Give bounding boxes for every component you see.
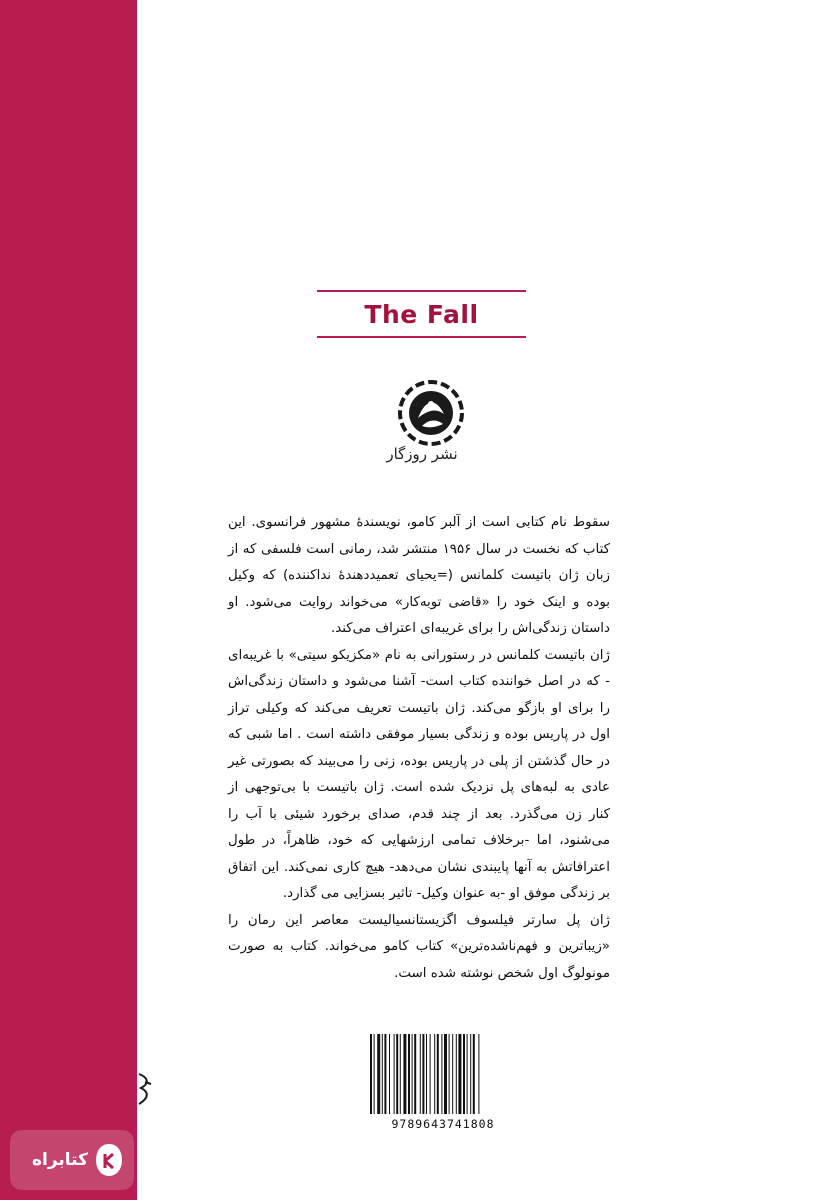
barcode-bar: [414, 1034, 416, 1114]
barcode-bar: [434, 1034, 435, 1114]
barcode-bar: [441, 1034, 442, 1114]
barcode-bar: [473, 1034, 475, 1114]
publisher-name: نشر روزگار: [386, 445, 458, 463]
publisher-logo-icon: [396, 378, 466, 448]
barcode-bar: [452, 1034, 453, 1114]
blurb-paragraph: سقوط نام کتابی است از آلبر کامو، نویسندهٔ مشهور فرانسوی. این کتاب که نخست در سال ۱۹۵۶ منتشر شد، رمانی است فلسفی که از زبان ژان باتیست کلمانس (=یحیای تعمیددهندهٔ نداکننده) که وکیل بوده و اینک خود را «قاضی توبه‌کار» می‌خواند روایت می‌شود. او داستان زندگی‌اش را برای غریبه‌ای اعتراف می‌کند.: [228, 515, 610, 636]
designer-signature-icon: [133, 1070, 155, 1110]
watermark: [10, 1130, 134, 1190]
ketabrah-logo-icon: [94, 1142, 124, 1178]
barcode-bar: [422, 1034, 424, 1114]
barcode-bar: [456, 1034, 457, 1114]
title-block: [317, 290, 526, 338]
barcode-bar: [449, 1034, 450, 1114]
barcode-bar: [377, 1034, 380, 1114]
watermark-label: کتابراه: [31, 1150, 88, 1170]
barcode-bar: [430, 1034, 431, 1114]
blurb: [228, 510, 610, 990]
barcode-bar: [426, 1034, 427, 1114]
barcode-bar: [463, 1034, 465, 1114]
barcode-bar: [467, 1034, 468, 1114]
barcode-bar: [408, 1034, 410, 1114]
barcode-bar: [420, 1034, 421, 1114]
barcode-bar: [394, 1034, 395, 1114]
barcode-bar: [400, 1034, 401, 1114]
book-spine: [0, 0, 137, 1200]
barcode-bar: [382, 1034, 383, 1114]
isbn-number: 9789643741808: [391, 1117, 495, 1131]
barcode-bar: [374, 1034, 375, 1114]
barcode-bar: [478, 1034, 479, 1114]
barcode: [368, 1034, 518, 1134]
barcode-bars: [368, 1034, 518, 1114]
barcode-bar: [437, 1034, 439, 1114]
barcode-bar: [389, 1034, 390, 1114]
blurb-paragraph: ژان باتیست کلمانس در رستورانی به نام «مکزیکو سیتی» با غریبه‌ای - که در اصل خواننده کتاب است- آشنا می‌شود و داستان زندگی‌اش را برای او بازگو می‌کند. ژان باتیست تعریف می‌کند که وکیلی تراز اول در پاریس بوده و زندگی بسیار موفقی داشته است . اما شبی که در حال گذشتن از پلی در پاریس بوده، زنی را می‌بیند که بصورتی غیر عادی به لبه‌های پل نزدیک شده است. ژان باتیست با بی‌توجهی از کنار زن می‌گذرد. بعد از چند قدم، صدای برخورد شیئی با آب را می‌شنود، اما -برخلاف تمامی ارزشهایی که خود، ظاهراً، در طول اعترافاتش به آنها پایبندی نشان می‌دهد- هیچ کاری نمی‌کند. این اتفاق بر زندگی موفق او -به عنوان وکیل- تاثیر بسزایی می گذارد.: [228, 647, 610, 901]
barcode-bar: [470, 1034, 471, 1114]
barcode-bar: [403, 1034, 406, 1114]
barcode-bar: [458, 1034, 461, 1114]
barcode-bar: [370, 1034, 372, 1114]
barcode-bar: [412, 1034, 413, 1114]
barcode-bar: [384, 1034, 386, 1114]
book-title: The Fall: [364, 299, 479, 329]
blurb-paragraph: ژان پل سارتر فیلسوف اگزیستانسیالیست معاصر این رمان را «زیباترین و فهم‌ناشده‌ترین» کتاب کامو می‌خواند. کتاب به صورت مونولوگ اول شخص نوشته شده است.: [228, 912, 610, 981]
barcode-bar: [396, 1034, 398, 1114]
barcode-bar: [444, 1034, 447, 1114]
